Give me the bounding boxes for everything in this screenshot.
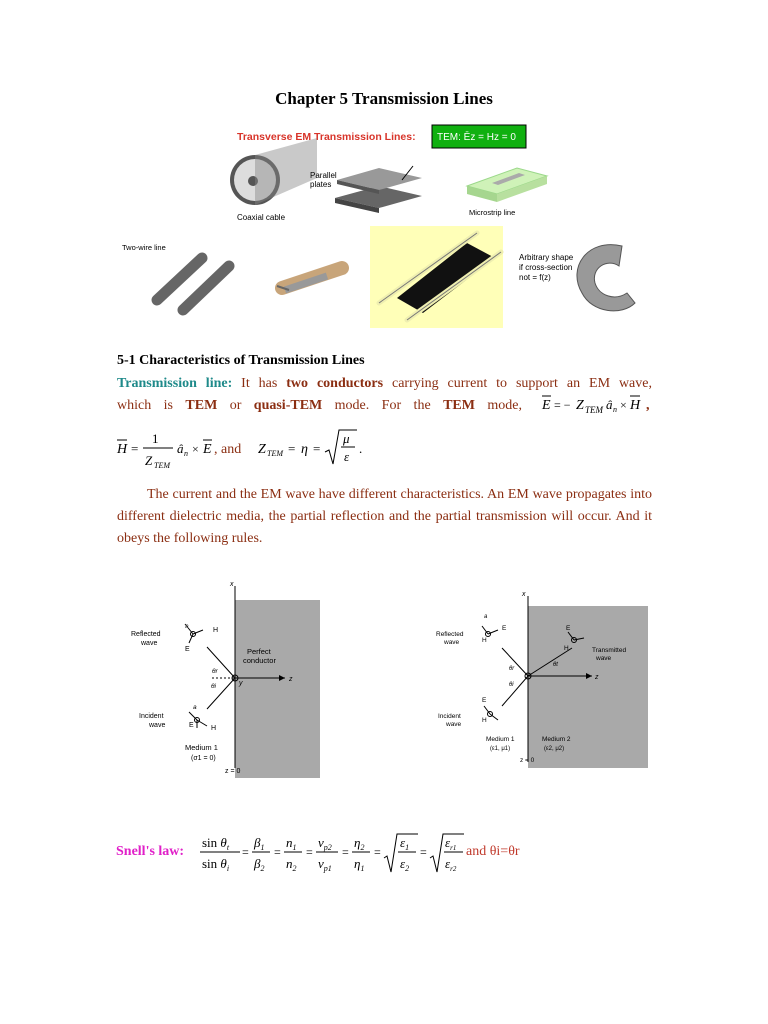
svg-text:x: x (230, 581, 234, 588)
svg-text:Z: Z (145, 453, 153, 468)
microstrip-label: Microstrip line (469, 208, 516, 217)
parallel-plates-illustration (335, 166, 422, 213)
svg-text:η2: $\eta_2$ (354, 835, 365, 852)
svg-text:θr: θr (212, 668, 218, 675)
svg-text:Z: Z (258, 442, 266, 457)
svg-text:vp1: $v_{p1}$ (318, 856, 332, 873)
svg-text:θi: θi (211, 683, 216, 690)
conductor-region (235, 600, 320, 778)
svg-text:β1: $\beta_1$ (254, 835, 265, 852)
two-conductors-term: two conductors (286, 376, 384, 391)
svg-text:â: â (606, 397, 613, 412)
text-span: mode, (474, 398, 522, 413)
svg-text:,: , (646, 398, 650, 413)
coax-cutaway-illustration (277, 268, 342, 290)
svg-text:=: = (374, 845, 381, 859)
svg-text:sin θt: $\sin \theta_t$ (202, 835, 230, 852)
z0-label: z = 0 (225, 768, 241, 775)
medium2-label: Medium 2 (542, 736, 571, 743)
svg-text:εr2: $\varepsilon_{r2}$ (445, 856, 457, 873)
parallel-plates-label: Parallel plates (310, 171, 337, 189)
svg-text:y: y (239, 680, 243, 687)
svg-text:a: a (193, 704, 197, 711)
svg-text:vp2: $v_{p2}$ (318, 835, 332, 852)
svg-text:θr: θr (509, 666, 515, 672)
microstrip-illustration (467, 168, 547, 202)
arbitrary-shape-label: Arbitrary shape if cross-section not = f(z) (519, 253, 574, 282)
svg-text:.: . (359, 441, 363, 456)
medium1-label: Medium 1 (185, 743, 218, 752)
quasi-tem-term: quasi-TEM (253, 398, 323, 413)
svg-text:=: = (274, 845, 281, 859)
snells-law-label: Snell's law: (116, 844, 185, 859)
svg-text:μ: μ (343, 431, 350, 446)
svg-text:TEM: TEM (267, 449, 283, 458)
line2-text (117, 395, 522, 417)
svg-text:E: E (203, 442, 212, 457)
svg-text:n: n (613, 405, 617, 414)
tem-term: TEM (185, 398, 218, 413)
svg-text:z: z (595, 674, 599, 681)
svg-text:=: = (288, 441, 296, 456)
svg-text:×: × (620, 398, 627, 412)
text-span: which is (117, 398, 186, 413)
svg-text:E: E (189, 722, 194, 729)
text-span: It has (232, 376, 287, 391)
svg-text:=: = (242, 845, 249, 859)
svg-text:=: = (420, 845, 427, 859)
svg-text:H: H (213, 627, 219, 634)
svg-text:εr1: $\varepsilon_{r1}$ (445, 835, 457, 852)
perfect-conductor-figure (127, 578, 320, 778)
svg-text:H: H (482, 637, 487, 644)
svg-text:θi: θi (509, 682, 514, 688)
e-field-equation (540, 392, 655, 418)
arbitrary-shape-illustration (577, 245, 635, 311)
svg-text:z: z (289, 676, 293, 683)
svg-text:a: a (484, 614, 488, 620)
svg-text:â: â (177, 441, 184, 456)
section-heading: 5-1 Characteristics of Transmission Lines (117, 353, 365, 368)
svg-text:β2: $\beta_2$ (254, 856, 265, 873)
svg-text:E: E (185, 646, 190, 653)
svg-text:η1: $\eta_1$ (354, 856, 365, 873)
two-wire-illustration (157, 258, 229, 310)
text-span: or (217, 398, 254, 413)
figure-heading: Transverse EM Transmission Lines: (237, 131, 416, 143)
tem-box-label: TEM: Ēz = Hz = 0 (437, 132, 516, 143)
and-text: , and (214, 442, 242, 457)
medium2-sub: (ε2, μ2) (544, 746, 565, 752)
svg-text:ε2: $\varepsilon_2$ (400, 856, 410, 873)
svg-text:1: 1 (152, 431, 159, 446)
medium1-label: Medium 1 (486, 736, 515, 743)
coaxial-cable-label: Coaxial cable (237, 213, 286, 222)
transmission-line-term: Transmission line: (117, 376, 233, 391)
svg-text:θt: θt (553, 662, 558, 668)
reflected-wave-label: Reflected wave (436, 631, 464, 646)
snells-law-tail: and θi=θr (466, 844, 520, 859)
svg-text:=: = (306, 845, 313, 859)
incident-wave-label: Incident wave (438, 713, 462, 728)
rules-paragraph: The current and the EM wave have different characteristics. An EM wave propagates into different dielectric media, the partial reflection and the partial transmission will occur. And it obeys the following rules. (117, 487, 652, 546)
svg-text:a: a (185, 623, 189, 630)
svg-text:n1: $n_1$ (286, 835, 297, 852)
medium1-sub: (ε1, μ1) (490, 746, 511, 752)
svg-text:=: = (313, 441, 321, 456)
svg-text:TEM: TEM (154, 461, 170, 470)
two-wire-label: Two-wire line (122, 243, 166, 252)
svg-text:x: x (522, 591, 526, 598)
medium1-sub: (σ1 = 0) (191, 755, 216, 762)
coaxial-cable-illustration (230, 138, 317, 205)
svg-text:Z: Z (576, 398, 584, 413)
svg-text:H: H (482, 717, 487, 724)
svg-text:sin θi: $\sin \theta_i$ (202, 856, 230, 873)
two-media-figure (432, 590, 648, 770)
transmission-lines-figure (117, 118, 652, 340)
svg-text:E: E (566, 625, 571, 632)
snells-law-equation (198, 830, 464, 876)
svg-text:ε1: $\varepsilon_1$ (400, 835, 410, 852)
svg-text:E: E (542, 398, 551, 413)
svg-text:H: H (211, 725, 217, 732)
svg-text:=: = (342, 845, 349, 859)
svg-text:E: E (502, 625, 507, 632)
svg-text:H: H (564, 645, 569, 652)
incident-wave-label: Incident wave (139, 713, 166, 729)
transmitted-wave-label: Transmitted wave (592, 647, 627, 662)
svg-text:TEM: TEM (585, 405, 603, 415)
svg-text:H: H (630, 398, 641, 413)
svg-text:= −: = − (554, 398, 571, 412)
perfect-conductor-label: Perfect conductor (243, 647, 276, 665)
svg-text:η: η (301, 442, 308, 457)
tem-term: TEM (443, 398, 475, 413)
svg-text:n2: $n_2$ (286, 856, 297, 873)
svg-text:H: H (117, 442, 128, 457)
svg-text:×: × (192, 442, 199, 456)
medium2-region (528, 606, 648, 768)
reflected-wave-label: Reflected wave (131, 631, 161, 647)
page-title: Chapter 5 Transmission Lines (275, 89, 493, 108)
svg-text:ε: ε (344, 449, 350, 464)
text-span: carrying current to support an EM wave, (383, 376, 652, 391)
svg-text:=: = (131, 441, 139, 456)
svg-text:n: n (184, 449, 188, 458)
h-field-equation (115, 424, 365, 470)
svg-text:E: E (482, 697, 487, 704)
text-span: mode. For the (322, 398, 444, 413)
z0-label: z = 0 (520, 757, 535, 764)
